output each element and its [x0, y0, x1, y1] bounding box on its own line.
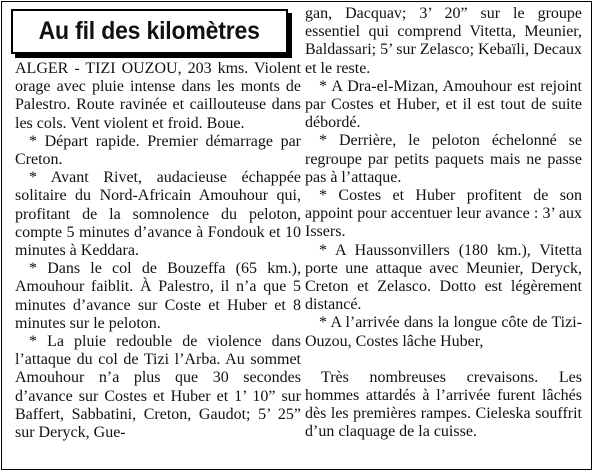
paragraph-crevaisons: Très nombreuses crevaisons. Les hommes attardés à l’arrivée furent lâchés dès les premières rampes. Cieleska souffrit d’un claquage de la cuisse. [305, 368, 582, 441]
paragraph-haussonvillers: * A Haussonvillers (180 km.), Vitetta porte une attaque avec Meunier, Deryck, Creton et Zelasco. Dotto est légèrement distancé. [305, 241, 582, 314]
paragraph-intro: ALGER - TIZI OUZOU, 203 kms. Violent orage avec pluie intense dans les monts de Palestro. Route ravinée et caillouteuse dans les cols. Vent violent et froid. Boue. [15, 60, 301, 132]
paragraph-dra-el-mizan: * A Dra-el-Mizan, Amouhour est rejoint par Costes et Huber, et il est tout de suite débordé. [305, 77, 582, 132]
paragraph-continuation: gan, Dacquav; 3’ 20” sur le groupe essentiel qui comprend Vitetta, Meunier, Baldassari; 5’ sur Zelasco; Kebaïli, Decaux et le reste. [305, 5, 582, 77]
paragraph-tizi-arba: * La pluie redouble de violence dans l’attaque du col de Tizi l’Arba. Au sommet Amouhour n’a plus que 30 secondes d’avance sur Costes et Huber et 1’ 10” sur Baffert, Sabbatini, Creton, Gaudot; 5’ 25” sur Deryck, Gue- [15, 333, 301, 442]
article-title-box [11, 9, 288, 54]
right-column [305, 5, 582, 442]
paragraph-rivet: * Avant Rivet, audacieuse échappée solitaire du Nord-Africain Amouhour qui, profitant de la somnolence du peloton, compte 5 minutes d’avance à Fondouk et 10 minutes à Keddara. [15, 169, 301, 260]
paragraph-depart: * Départ rapide. Premier démarrage par Creton. [15, 132, 301, 169]
paragraph-peloton: * Derrière, le peloton échelonné se regroupe par petits paquets mais ne passe pas à l’attaque. [305, 132, 582, 186]
left-column [15, 60, 301, 442]
paragraph-arrivee: * A l’arrivée dans la longue côte de Tizi-Ouzou, Costes lâche Huber, [305, 314, 582, 350]
paragraph-bouzeffa: * Dans le col de Bouzeffa (65 km.), Amouhour faiblit. À Palestro, il n’a que 5 minutes d’avance sur Coste et Huber et 8 minutes sur le peloton. [15, 260, 301, 332]
article-title: Au fil des kilomètres [38, 17, 261, 45]
paragraph-issers: * Costes et Huber profitent de son appoint pour accentuer leur avance : 3’ aux Issers. [305, 187, 582, 241]
